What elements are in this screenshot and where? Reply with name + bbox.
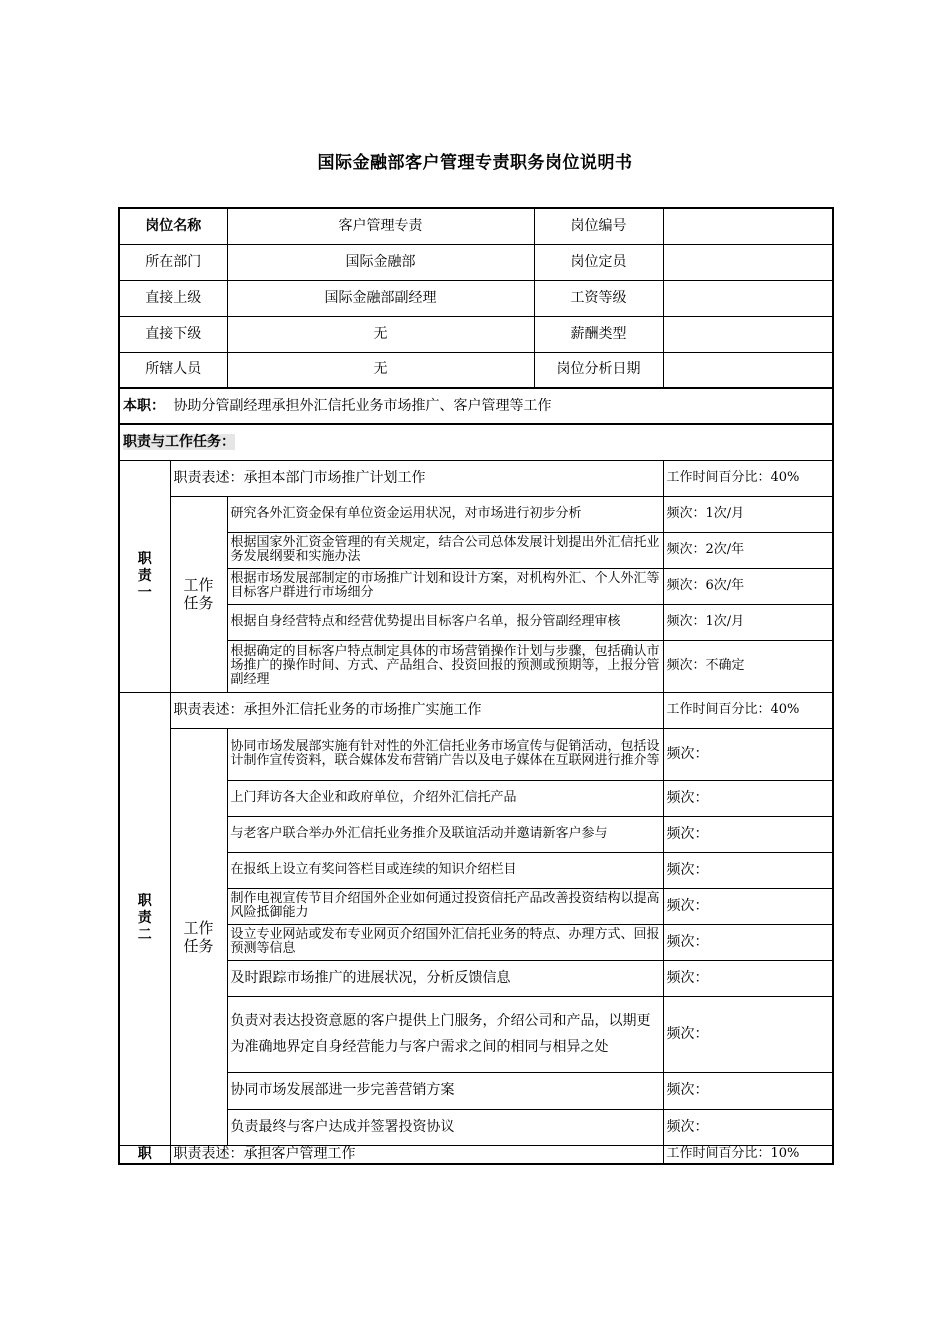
duties-header-row bbox=[119, 424, 833, 460]
field-value bbox=[663, 352, 833, 388]
page-title: 国际金融部客户管理专责职务岗位说明书 bbox=[317, 153, 633, 173]
task-text: 负责对表达投资意愿的客户提供上门服务，介绍公司和产品，以期更为准确地界定自身经营能力与客户需求之间的相同与相异之处 bbox=[227, 996, 663, 1072]
task-row bbox=[119, 1072, 833, 1109]
task-row bbox=[119, 640, 833, 692]
duty-summary bbox=[119, 388, 833, 424]
field-label: 所辖人员 bbox=[119, 352, 227, 388]
field-label: 岗位编号 bbox=[534, 208, 663, 244]
info-row bbox=[119, 352, 833, 388]
info-row bbox=[119, 316, 833, 352]
field-label: 直接下级 bbox=[119, 316, 227, 352]
task-row bbox=[119, 568, 833, 604]
task-text: 与老客户联合举办外汇信托业务推介及联谊活动并邀请新客户参与 bbox=[227, 816, 663, 852]
field-value bbox=[663, 280, 833, 316]
task-frequency: 频次： bbox=[663, 924, 833, 960]
task-frequency: 频次： bbox=[663, 728, 833, 780]
field-value: 无 bbox=[227, 352, 534, 388]
task-text: 制作电视宣传节目介绍国外企业如何通过投资信托产品改善投资结构以提高风险抵御能力 bbox=[227, 888, 663, 924]
task-text: 上门拜访各大企业和政府单位，介绍外汇信托产品 bbox=[227, 780, 663, 816]
field-value: 客户管理专责 bbox=[227, 208, 534, 244]
task-row bbox=[119, 816, 833, 852]
task-text: 在报纸上设立有奖问答栏目或连续的知识介绍栏目 bbox=[227, 852, 663, 888]
field-value: 无 bbox=[227, 316, 534, 352]
duty-statement-row bbox=[119, 692, 833, 728]
task-row bbox=[119, 996, 833, 1072]
task-row bbox=[119, 728, 833, 780]
duties-header: 职责与工作任务： bbox=[123, 433, 235, 450]
task-frequency: 频次： bbox=[663, 1109, 833, 1145]
task-frequency: 频次：1次/月 bbox=[663, 496, 833, 532]
duty-1-label: 职 责 一 bbox=[119, 460, 170, 692]
task-label: 工作 任务 bbox=[170, 496, 227, 692]
field-label: 薪酬类型 bbox=[534, 316, 663, 352]
field-label: 岗位分析日期 bbox=[534, 352, 663, 388]
task-row bbox=[119, 496, 833, 532]
task-frequency: 频次： bbox=[663, 1072, 833, 1109]
task-row bbox=[119, 604, 833, 640]
task-text: 负责最终与客户达成并签署投资协议 bbox=[227, 1109, 663, 1145]
field-value bbox=[663, 316, 833, 352]
field-value: 国际金融部副经理 bbox=[227, 280, 534, 316]
duty-summary-row bbox=[119, 388, 833, 424]
task-text: 根据自身经营特点和经营优势提出目标客户名单，报分管副经理审核 bbox=[227, 604, 663, 640]
work-time-percent: 工作时间百分比：10% bbox=[663, 1145, 833, 1164]
field-label: 所在部门 bbox=[119, 244, 227, 280]
duty-statement-row bbox=[119, 1145, 833, 1164]
duty-2-label: 职 责 二 bbox=[119, 692, 170, 1145]
info-row bbox=[119, 244, 833, 280]
task-frequency: 频次：1次/月 bbox=[663, 604, 833, 640]
task-text: 设立专业网站或发布专业网页介绍国外汇信托业务的特点、办理方式、回报预测等信息 bbox=[227, 924, 663, 960]
task-frequency: 频次：6次/年 bbox=[663, 568, 833, 604]
task-row bbox=[119, 924, 833, 960]
task-text: 根据确定的目标客户特点制定具体的市场营销操作计划与步骤，包括确认市场推广的操作时间、方式、产品组合、投资回报的预测或预期等，上报分管副经理 bbox=[227, 640, 663, 692]
field-value bbox=[663, 208, 833, 244]
task-row bbox=[119, 532, 833, 568]
task-frequency: 频次：不确定 bbox=[663, 640, 833, 692]
task-text: 根据国家外汇资金管理的有关规定，结合公司总体发展计划提出外汇信托业务发展纲要和实施办法 bbox=[227, 532, 663, 568]
field-label: 岗位名称 bbox=[119, 208, 227, 244]
task-row bbox=[119, 780, 833, 816]
info-row bbox=[119, 280, 833, 316]
task-frequency: 频次： bbox=[663, 960, 833, 996]
duty-3-label: 职 bbox=[119, 1145, 170, 1164]
info-row bbox=[119, 208, 833, 244]
task-text: 根据市场发展部制定的市场推广计划和设计方案，对机构外汇、个人外汇等目标客户群进行市场细分 bbox=[227, 568, 663, 604]
work-time-percent: 工作时间百分比：40% bbox=[663, 692, 833, 728]
task-frequency: 频次： bbox=[663, 780, 833, 816]
duty-summary-text: 协助分管副经理承担外汇信托业务市场推广、客户管理等工作 bbox=[173, 397, 552, 414]
task-text: 协同市场发展部进一步完善营销方案 bbox=[227, 1072, 663, 1109]
task-row bbox=[119, 852, 833, 888]
task-label: 工作 任务 bbox=[170, 728, 227, 1145]
job-description-table bbox=[118, 207, 834, 1165]
field-value: 国际金融部 bbox=[227, 244, 534, 280]
work-time-percent: 工作时间百分比：40% bbox=[663, 460, 833, 496]
duty-statement: 职责表述：承担外汇信托业务的市场推广实施工作 bbox=[170, 692, 663, 728]
task-text: 协同市场发展部实施有针对性的外汇信托业务市场宣传与促销活动，包括设计制作宣传资料，联合媒体发布营销广告以及电子媒体在互联网进行推介等 bbox=[227, 728, 663, 780]
field-label: 直接上级 bbox=[119, 280, 227, 316]
task-frequency: 频次： bbox=[663, 816, 833, 852]
task-frequency: 频次： bbox=[663, 852, 833, 888]
task-frequency: 频次： bbox=[663, 996, 833, 1072]
duty-statement-row bbox=[119, 460, 833, 496]
field-value bbox=[663, 244, 833, 280]
task-row bbox=[119, 888, 833, 924]
task-text: 研究各外汇资金保有单位资金运用状况，对市场进行初步分析 bbox=[227, 496, 663, 532]
duty-summary-label: 本职： bbox=[123, 397, 165, 414]
task-frequency: 频次：2次/年 bbox=[663, 532, 833, 568]
task-row bbox=[119, 1109, 833, 1145]
task-frequency: 频次： bbox=[663, 888, 833, 924]
task-text: 及时跟踪市场推广的进展状况，分析反馈信息 bbox=[227, 960, 663, 996]
field-label: 工资等级 bbox=[534, 280, 663, 316]
task-row bbox=[119, 960, 833, 996]
duty-statement: 职责表述：承担本部门市场推广计划工作 bbox=[170, 460, 663, 496]
duty-statement: 职责表述：承担客户管理工作 bbox=[170, 1145, 663, 1164]
field-label: 岗位定员 bbox=[534, 244, 663, 280]
